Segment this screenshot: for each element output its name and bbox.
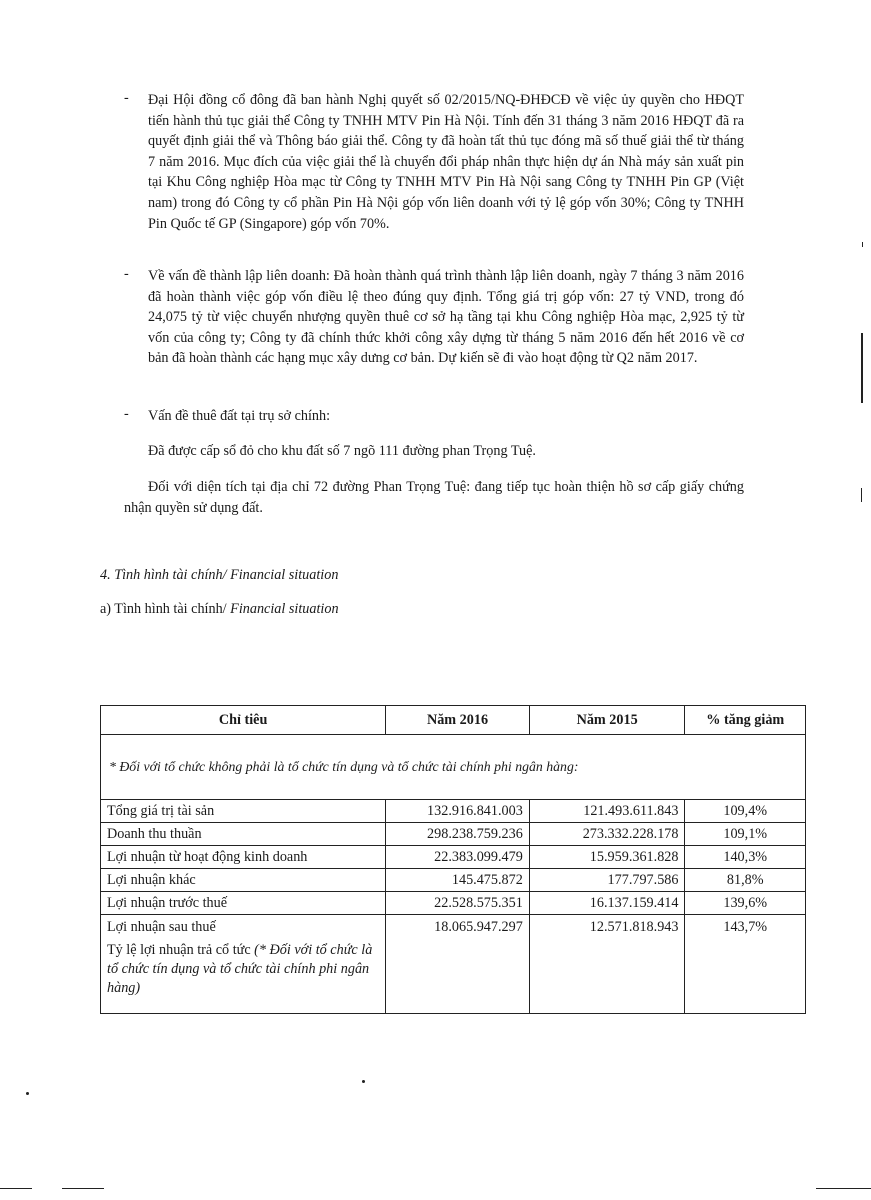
row-label-group bbox=[101, 915, 386, 1014]
scan-speck bbox=[26, 1092, 29, 1095]
header-2015: Năm 2015 bbox=[529, 706, 685, 735]
value-2016: 18.065.947.297 bbox=[386, 915, 530, 1014]
value-2016: 298.238.759.236 bbox=[386, 823, 530, 846]
table-note: * Đối với tổ chức không phải là tổ chức tín dụng và tổ chức tài chính phi ngân hàng: bbox=[101, 735, 806, 800]
scan-edge-mark bbox=[861, 488, 862, 502]
heading-vi: 4. Tình hình tài chính/ bbox=[100, 567, 231, 583]
section-heading-financial bbox=[100, 567, 338, 584]
value-change: 140,3% bbox=[685, 846, 806, 869]
scan-edge-mark bbox=[861, 333, 863, 403]
table-note-row bbox=[101, 735, 806, 800]
value-2015: 273.332.228.178 bbox=[529, 823, 685, 846]
value-2015: 177.797.586 bbox=[529, 869, 685, 892]
table-row bbox=[101, 915, 806, 1014]
scan-bottom-line bbox=[816, 1188, 871, 1189]
subsection-heading-financial bbox=[100, 601, 339, 618]
value-2016: 145.475.872 bbox=[386, 869, 530, 892]
value-2016: 22.528.575.351 bbox=[386, 892, 530, 915]
value-change: 143,7% bbox=[685, 915, 806, 1014]
paragraph-land-72: Đối với diện tích tại địa chỉ 72 đường Phan Trọng Tuệ: đang tiếp tục hoàn thiện hồ sơ cấp giấy chứng nhận quyền sử dụng đất. bbox=[124, 479, 744, 516]
value-2016: 132.916.841.003 bbox=[386, 800, 530, 823]
bullet-marker: - bbox=[124, 266, 129, 282]
heading-en: Financial situation bbox=[230, 601, 339, 617]
value-2015: 15.959.361.828 bbox=[529, 846, 685, 869]
row-label: Lợi nhuận trước thuế bbox=[101, 892, 386, 915]
table-row bbox=[101, 869, 806, 892]
header-indicator: Chỉ tiêu bbox=[101, 706, 386, 735]
financial-table bbox=[100, 705, 806, 1014]
dividend-note: (* Đối với tổ chức là tổ chức tín dụng và tổ chức tài chính phi ngân hàng) bbox=[107, 942, 373, 996]
row-label: Lợi nhuận từ hoạt động kinh doanh bbox=[101, 846, 386, 869]
scan-speck bbox=[362, 1080, 365, 1083]
table-row bbox=[101, 892, 806, 915]
value-2015: 12.571.818.943 bbox=[529, 915, 685, 1014]
value-2015: 16.137.159.414 bbox=[529, 892, 685, 915]
heading-en: Financial situation bbox=[230, 567, 339, 583]
bullet-marker: - bbox=[124, 406, 129, 422]
row-label: Lợi nhuận khác bbox=[101, 869, 386, 892]
dividend-label: Tỷ lệ lợi nhuận trả cổ tức bbox=[107, 942, 255, 958]
value-change: 109,1% bbox=[685, 823, 806, 846]
scan-bottom-line bbox=[62, 1188, 104, 1189]
scan-bottom-line bbox=[0, 1188, 32, 1189]
bullet-text: Về vấn đề thành lập liên doanh: Đã hoàn thành quá trình thành lập liên doanh, ngày 7 tháng 3 năm 2016 đã hoàn thành việc góp vốn điều lệ theo đúng quy định. Tổng giá trị góp vốn: 27 tỷ VND, trong đó 24,075 tỷ từ việc chuyển nhượng quyền thuê cơ sở hạ tầng tại khu Công nghiệp Hòa mạc, 2,925 tỷ từ vốn của công ty; Công ty đã chính thức khởi công xây dựng từ tháng 5 năm 2016 đến hết 2016 về cơ bản đã hoàn thành các hạng mục xây dưng cơ bản. Dự kiến sẽ đi vào hoạt động từ Q2 năm 2017. bbox=[148, 268, 744, 367]
header-change: % tăng giảm bbox=[685, 706, 806, 735]
paragraph-land-certificate: Đã được cấp sổ đỏ cho khu đất số 7 ngõ 111 đường phan Trọng Tuệ. bbox=[148, 443, 536, 459]
value-2016: 22.383.099.479 bbox=[386, 846, 530, 869]
row-label: Tổng giá trị tài sản bbox=[101, 800, 386, 823]
row-label: Doanh thu thuần bbox=[101, 823, 386, 846]
value-change: 139,6% bbox=[685, 892, 806, 915]
value-change: 81,8% bbox=[685, 869, 806, 892]
value-change: 109,4% bbox=[685, 800, 806, 823]
table-row bbox=[101, 800, 806, 823]
table-row bbox=[101, 823, 806, 846]
table-header-row bbox=[101, 706, 806, 735]
value-2015: 121.493.611.843 bbox=[529, 800, 685, 823]
table-row bbox=[101, 846, 806, 869]
row-label: Lợi nhuận sau thuế bbox=[107, 919, 216, 935]
dividend-ratio-label bbox=[107, 941, 379, 998]
bullet-marker: - bbox=[124, 90, 129, 106]
scan-edge-mark bbox=[862, 242, 863, 247]
heading-vi: a) Tình hình tài chính/ bbox=[100, 601, 231, 617]
header-2016: Năm 2016 bbox=[386, 706, 530, 735]
bullet-text: Đại Hội đồng cổ đông đã ban hành Nghị quyết số 02/2015/NQ-ĐHĐCĐ về việc ủy quyền cho HĐQT tiến hành thủ tục giải thể Công ty TNHH MTV Pin Hà Nội. Tính đến 31 tháng 3 năm 2016 HĐQT đã ra quyết định giải thể và Thông báo giải thể. Công ty đã hoàn tất thủ tục đóng mã số thuế giải thể từ tháng 7 năm 2016. Mục đích của việc giải thể là chuyển đổi pháp nhân thực hiện dự án Nhà máy sản xuất pin tại Khu Công nghiệp Hòa mạc từ Công ty TNHH MTV Pin Hà Nội sang Công ty TNHH Pin GP (Việt nam) trong đó Công ty cổ phần Pin Hà Nội góp vốn liên doanh với tỷ lệ góp vốn 30%; Công ty TNHH Pin Quốc tế GP (Singapore) góp vốn 70%. bbox=[148, 92, 744, 232]
bullet-text: Vấn đề thuê đất tại trụ sở chính: bbox=[148, 408, 331, 424]
